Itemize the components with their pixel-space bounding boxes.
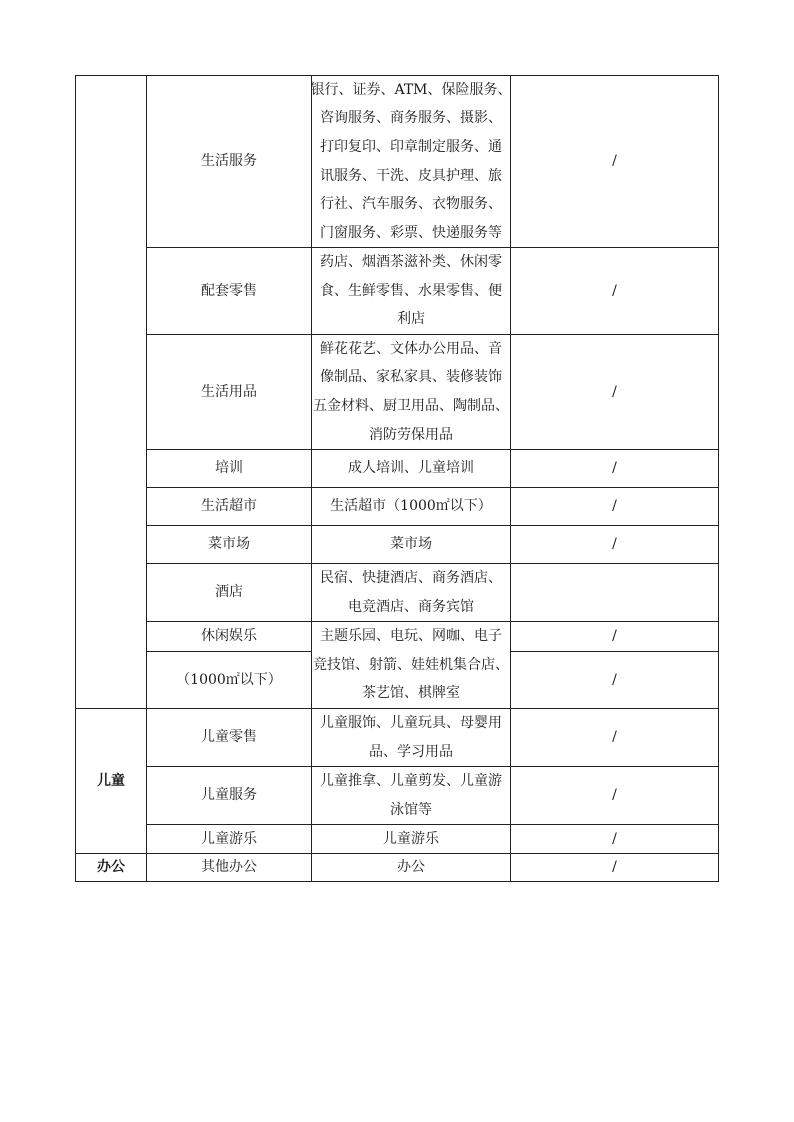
row-subcategory: 配套零售 <box>201 282 257 299</box>
row-description: 儿童服饰、儿童玩具、母婴用 品、学习用品 <box>320 714 502 760</box>
row-description: 生活超市（1000㎡以下） <box>330 498 492 515</box>
row-note: / <box>612 671 617 688</box>
row-note: / <box>612 153 617 170</box>
row-note: / <box>612 498 617 515</box>
row-description: 银行、证券、ATM、保险服务、 咨询服务、商务服务、摄影、 打印复印、印章制定服务、通 讯服务、干洗、皮具护理、旅 行社、汽车服务、衣物服务、 门窗服务、彩票、快递服务等 <box>310 81 512 241</box>
row-subcategory: 菜市场 <box>208 536 250 553</box>
row-description: 儿童推拿、儿童剪发、儿童游 泳馆等 <box>320 772 502 818</box>
row-subcategory: 生活服务 <box>201 153 257 170</box>
row-subcategory: 其他办公 <box>201 859 257 876</box>
row-description: 菜市场 <box>390 536 432 553</box>
row-note: / <box>612 787 617 804</box>
row-description: 成人培训、儿童培训 <box>348 460 474 477</box>
row-subcategory: 酒店 <box>215 584 243 601</box>
row-note: / <box>612 729 617 746</box>
row-subcategory-note: （1000㎡以下） <box>176 671 282 688</box>
row-subcategory: 儿童服务 <box>201 787 257 804</box>
row-note: / <box>612 383 617 400</box>
row-note: / <box>612 830 617 847</box>
row-subcategory: 休闲娱乐 <box>201 628 257 645</box>
category-office: 办公 <box>97 859 125 876</box>
row-note: / <box>612 460 617 477</box>
row-subcategory: 培训 <box>215 460 243 477</box>
row-description: 鲜花花艺、文体办公用品、音 像制品、家私家具、装修装饰 五金材料、厨卫用品、陶制品、 消防劳保用品 <box>313 340 509 443</box>
row-description: 儿童游乐 <box>383 830 439 847</box>
category-children: 儿童 <box>97 772 125 789</box>
row-subcategory: 儿童游乐 <box>201 830 257 847</box>
row-note: / <box>612 628 617 645</box>
row-note <box>511 564 718 621</box>
row-subcategory: 生活用品 <box>201 383 257 400</box>
row-note: / <box>612 859 617 876</box>
row-subcategory: 儿童零售 <box>201 729 257 746</box>
row-note: / <box>612 282 617 299</box>
row-description: 药店、烟酒茶滋补类、休闲零 食、生鲜零售、水果零售、便 利店 <box>320 254 502 328</box>
row-description: 民宿、快捷酒店、商务酒店、 电竞酒店、商务宾馆 <box>320 569 502 615</box>
row-description: 主题乐园、电玩、网咖、电子 竞技馆、射箭、娃娃机集合店、 茶艺馆、棋牌室 <box>313 628 509 702</box>
row-description: 办公 <box>397 859 425 876</box>
row-subcategory: 生活超市 <box>201 498 257 515</box>
row-note: / <box>612 536 617 553</box>
